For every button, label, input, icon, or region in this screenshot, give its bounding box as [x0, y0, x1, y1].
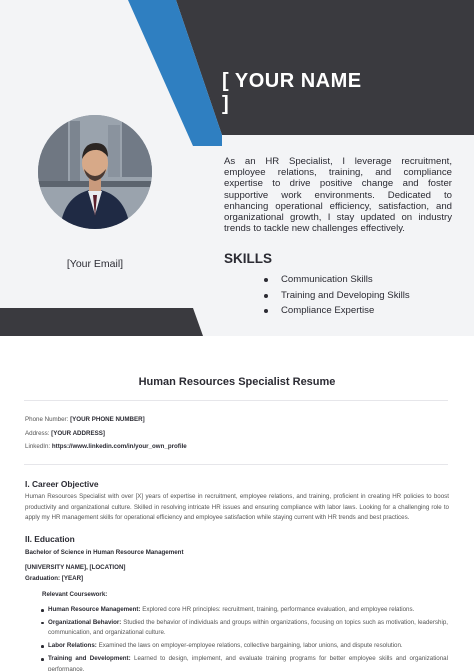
skill-label: Compliance Expertise — [281, 305, 375, 316]
resume-title: Human Resources Specialist Resume — [138, 376, 336, 388]
bullet-icon — [264, 294, 268, 298]
profile-summary: As an HR Specialist, I leverage recruitment, employee relations, training, and compliance expertise to drive positive change and foster supportive work environments. Dedicated to enhancing operational efficiency, satisfaction, and organizational growth, I stay updated on industry trends to tackle new challenges effectively. — [224, 156, 452, 235]
university-name: [UNIVERSITY NAME], [LOCATION] — [25, 564, 126, 571]
skill-item — [264, 290, 410, 306]
coursework-item — [46, 641, 448, 652]
coursework-desc: Studied the behavior of individuals and groups within organizations, focusing on topics such as motivation, leadership, communication, and organizational culture. — [48, 618, 448, 637]
resume-body — [0, 336, 474, 671]
bullet-icon — [41, 609, 44, 612]
contact-address — [25, 430, 105, 437]
coursework-desc: Explored core HR principles: recruitment, training, performance evaluation, and employee relations. — [142, 606, 415, 613]
coursework-term: Organizational Behavior: — [48, 618, 122, 626]
bullet-icon — [264, 309, 268, 313]
divider — [24, 464, 448, 465]
coursework-item — [46, 605, 448, 616]
skill-label: Communication Skills — [281, 274, 373, 285]
graduation-value: [YEAR] — [61, 575, 84, 582]
divider — [24, 400, 448, 401]
coursework-term: Human Resource Management: — [48, 606, 141, 613]
graduation-label: Graduation: — [25, 575, 61, 582]
skills-heading: SKILLS — [224, 251, 273, 266]
bottom-dark-band — [0, 308, 203, 336]
career-objective-text: Human Resources Specialist with over [X] years of expertise in recruitment, employee relations, and training, proficient in creating HR policies to boost productivity and organizational culture. Skilled in resolving intricate HR issues and ensuring compliance with labor laws. Looking for a challenging role to apply my HR management skills for operational efficiency and employee satisfaction while staying current with HR trends and best practices. — [25, 493, 449, 522]
bullet-icon — [41, 658, 44, 661]
coursework-desc: Examined the laws on employer-employee relations, collective bargaining, labor unions, and dispute resolution. — [98, 642, 403, 650]
linkedin-label: LinkedIn: — [25, 443, 51, 450]
career-objective-heading: I. Career Objective — [25, 479, 99, 489]
coursework-list — [46, 605, 448, 671]
graduation-line — [25, 575, 83, 582]
coursework-item — [46, 654, 448, 671]
bullet-icon — [264, 278, 268, 282]
coursework-term: Training and Development: — [48, 655, 131, 663]
coursework-term: Labor Relations: — [48, 642, 97, 650]
skill-label: Training and Developing Skills — [281, 289, 410, 301]
phone-value: [YOUR PHONE NUMBER] — [70, 416, 145, 423]
coursework-label: Relevant Coursework: — [42, 591, 108, 598]
coursework-item — [46, 618, 448, 639]
address-value: [YOUR ADDRESS] — [51, 430, 105, 437]
coursework-desc: Learned to design, implement, and evaluate training programs for better employee skills and organizational performance. — [48, 655, 448, 671]
skills-list — [264, 274, 410, 321]
bullet-icon — [41, 645, 44, 648]
bullet-icon — [41, 622, 44, 625]
degree-title: Bachelor of Science in Human Resource Management — [25, 549, 184, 556]
contact-linkedin — [25, 443, 187, 450]
contact-phone — [25, 416, 145, 423]
name-heading: [ YOUR NAME ] — [222, 70, 362, 115]
skill-item — [264, 274, 410, 290]
linkedin-link[interactable]: https://www.linkedin.com/in/your_own_profile — [51, 443, 187, 450]
phone-label: Phone Number: — [25, 416, 69, 423]
email-text: [Your Email] — [66, 258, 124, 270]
profile-photo — [38, 115, 152, 229]
address-label: Address: — [25, 430, 50, 437]
skill-item — [264, 305, 410, 321]
education-heading: II. Education — [25, 534, 75, 544]
